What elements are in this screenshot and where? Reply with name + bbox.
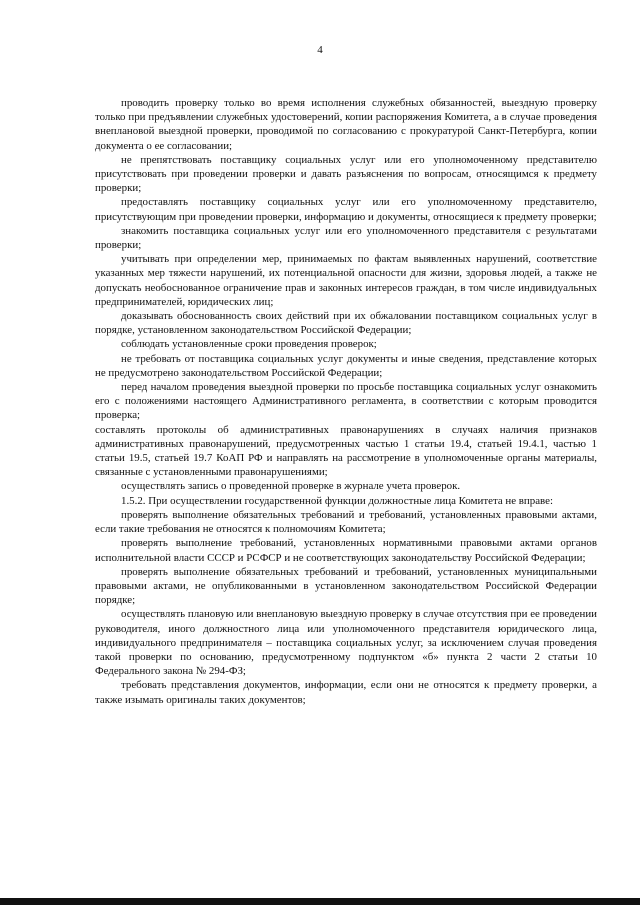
paragraph: проверять выполнение обязательных требований и требований, установленных правовыми актами, если такие требования не относятся к полномочиям Комитета; — [95, 508, 597, 536]
paragraph: проводить проверку только во время исполнения служебных обязанностей, выездную проверку только при предъявлении служебных удостоверений, копии распоряжения Комитета, а в случае проведения внеплановой выездной проверки, проводимой по согласованию с прокуратурой Санкт-Петербурга, копии документа о ее согласовании; — [95, 97, 597, 152]
document-body — [95, 96, 597, 707]
paragraph: проверять выполнение требований, установленных нормативными правовыми актами органов исполнительной власти СССР и РСФСР и не соответствующих законодательству Российской Федерации; — [95, 537, 597, 564]
paragraph: не требовать от поставщика социальных услуг документы и иные сведения, представление которых не предусмотрено законодательством Российской Федерации; — [95, 352, 597, 379]
paragraph: проверять выполнение обязательных требований и требований, установленных муниципальными правовыми актами, не опубликованными в установленном законодательством Российской Федерации порядке; — [95, 565, 597, 607]
paragraph: осуществлять запись о проведенной проверке в журнале учета проверок. — [121, 480, 461, 493]
paragraph: требовать представления документов, информации, если они не относятся к предмету проверки, а также изымать оригиналы таких документов; — [95, 679, 597, 706]
paragraph: 1.5.2. При осуществлении государственной функции должностные лица Комитета не вправе: — [121, 494, 553, 507]
page-number: 4 — [317, 44, 323, 56]
paragraph: знакомить поставщика социальных услуг или его уполномоченного представителя с результатами проверки; — [95, 224, 597, 252]
paragraph: составлять протоколы об административных правонарушениях в случаях наличия признаков административных правонарушений, предусмотренных частью 1 статьи 19.4, статьей 19.4.1, частью 1 статьи 19.5, статьей 19.7 КоАП РФ и направлять на рассмотрение в уполномоченные органы материалы, связанные с установленными правонарушениями; — [95, 423, 597, 479]
paragraph: осуществлять плановую или внеплановую выездную проверку в случае отсутствия при ее проведении руководителя, иного должностного лица или уполномоченного представителя юридического лица, индивидуального предпринимателя – поставщика социальных услуг, за исключением случая проведения такой проверки по основанию, предусмотренному подпунктом «б» пункта 2 части 2 статьи 10 Федерального закона № 294-ФЗ; — [95, 608, 597, 678]
scan-edge-bar — [0, 898, 640, 905]
paragraph: доказывать обоснованность своих действий при их обжаловании поставщиком социальных услуг в порядке, установленном законодательством Российской Федерации; — [95, 310, 597, 337]
paragraph: не препятствовать поставщику социальных услуг или его уполномоченному представителю присутствовать при проведении проверки и давать разъяснения по вопросам, относящимся к предмету проверки; — [95, 153, 597, 195]
paragraph: учитывать при определении мер, принимаемых по фактам выявленных нарушений, соответствие указанных мер тяжести нарушений, их потенциальной опасности для жизни, здоровья людей, а также не допускать необоснованное ограничение прав и законных интересов граждан, в том числе индивидуальных предпринимателей, юридических лиц; — [95, 253, 597, 308]
paragraph: соблюдать установленные сроки проведения проверок; — [121, 338, 377, 351]
paragraph: предоставлять поставщику социальных услуг или его уполномоченному представителю, присутствующим при проведении проверки, информацию и документы, относящиеся к предмету проверки; — [95, 196, 597, 223]
paragraph: перед началом проведения выездной проверки по просьбе поставщика социальных услуг ознакомить его с положениями настоящего Административного регламента, в соответствии с которым проводится проверка; — [95, 381, 597, 422]
